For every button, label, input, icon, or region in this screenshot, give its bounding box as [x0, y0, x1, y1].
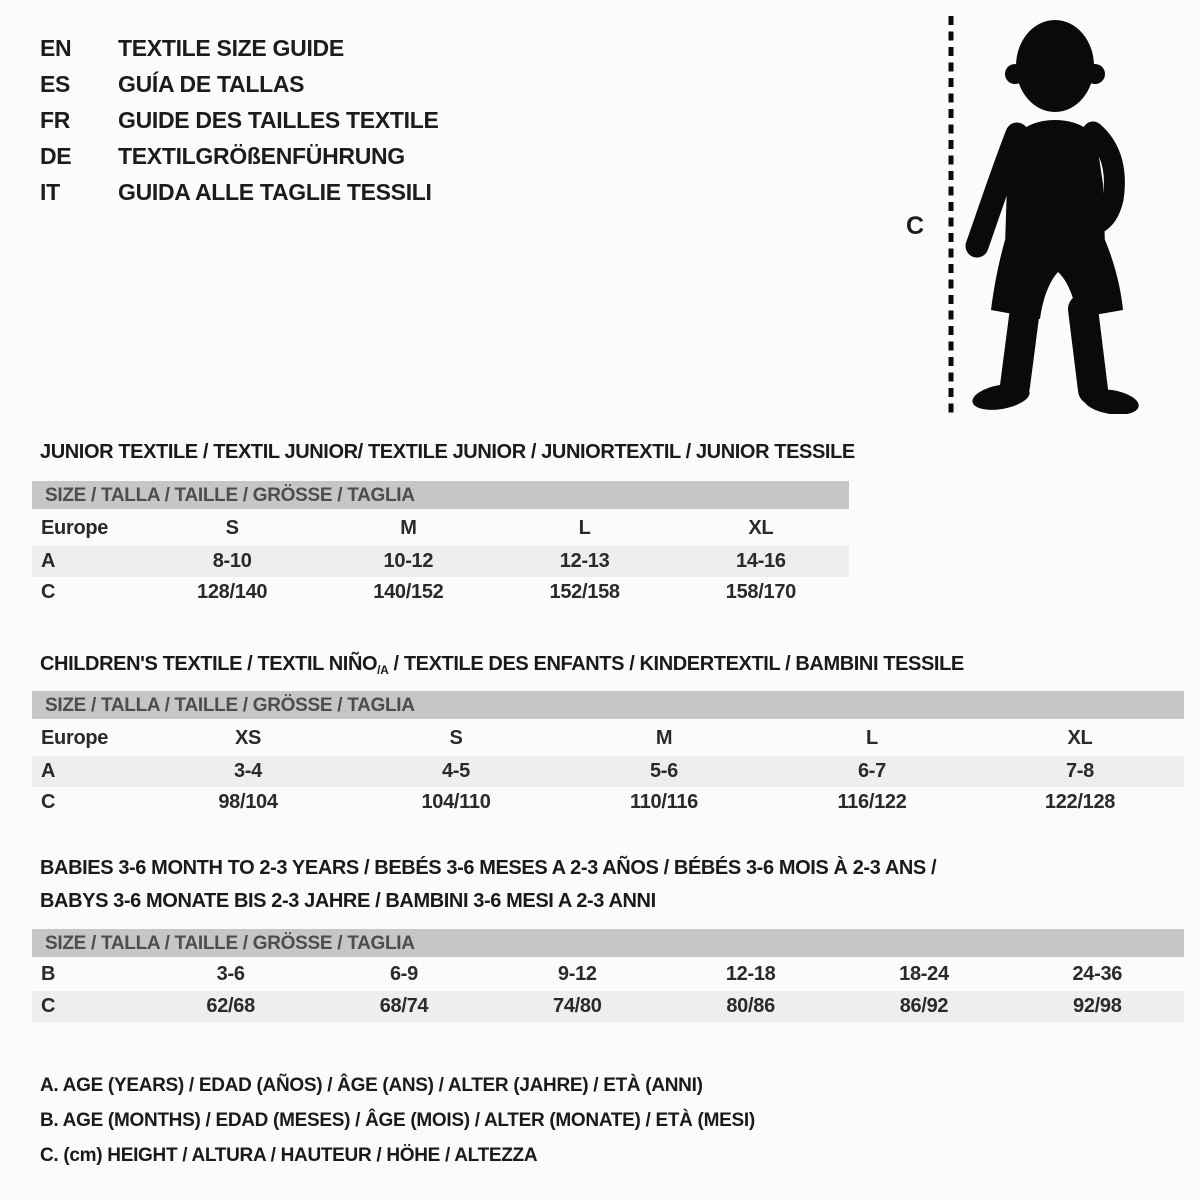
- language-code: ES: [40, 70, 71, 97]
- babies-size-table: [32, 929, 1184, 1022]
- table-row: [32, 756, 1184, 787]
- babies-title-line1: BABIES 3-6 MONTH TO 2-3 YEARS / BEBÉS 3-6 MESES A 2-3 AÑOS / BÉBÉS 3-6 MOIS À 2-3 ANS /: [40, 857, 937, 879]
- row-label: C: [41, 995, 56, 1017]
- babies-section-title: [40, 852, 936, 918]
- age-cell: 24-36: [1072, 963, 1123, 985]
- age-cell: 18-24: [899, 963, 949, 985]
- children-section-title: [40, 648, 964, 687]
- height-cell: 92/98: [1073, 995, 1122, 1017]
- language-row-en: [40, 30, 439, 66]
- age-cell: 10-12: [383, 550, 434, 572]
- height-cell: 68/74: [379, 995, 429, 1017]
- children-title-post: / TEXTILE DES ENFANTS / KINDERTEXTIL / BAMBINI TESSILE: [388, 653, 964, 675]
- size-cell: M: [655, 727, 673, 749]
- junior-size-header-bar: SIZE / TALLA / TAILLE / GRÖSSE / TAGLIA: [32, 481, 849, 509]
- row-label: A: [41, 760, 56, 782]
- legend-line-b: B. AGE (MONTHS) / EDAD (MESES) / ÂGE (MOIS) / ALTER (MONATE) / ETÀ (MESI): [40, 1110, 755, 1131]
- age-cell: 14-16: [736, 550, 786, 572]
- legend-line-a: A. AGE (YEARS) / EDAD (AÑOS) / ÂGE (ANS) / ALTER (JAHRE) / ETÀ (ANNI): [40, 1075, 703, 1096]
- language-label: TEXTILE SIZE GUIDE: [118, 34, 344, 61]
- height-dashed-line-icon: [946, 13, 956, 419]
- row-label: B: [41, 963, 56, 985]
- babies-size-header-bar: SIZE / TALLA / TAILLE / GRÖSSE / TAGLIA: [32, 929, 1184, 957]
- height-cell: 128/140: [197, 581, 268, 603]
- age-cell: 6-7: [857, 760, 886, 782]
- children-title-subscript: /A: [377, 663, 389, 677]
- row-label: Europe: [41, 517, 109, 539]
- table-row: [32, 957, 1184, 991]
- age-cell: 6-9: [389, 963, 418, 985]
- age-cell: 3-4: [233, 760, 262, 782]
- size-cell: S: [449, 727, 463, 749]
- height-cell: 74/80: [553, 995, 602, 1017]
- table-row: [32, 991, 1184, 1022]
- height-cell: 122/128: [1044, 791, 1116, 813]
- language-label: GUIDE DES TAILLES TEXTILE: [118, 106, 439, 133]
- children-size-header-bar: SIZE / TALLA / TAILLE / GRÖSSE / TAGLIA: [32, 691, 1184, 719]
- toddler-silhouette-icon: [965, 14, 1145, 414]
- height-cell: 104/110: [421, 791, 491, 813]
- height-cell: 86/92: [899, 995, 949, 1017]
- language-code: DE: [40, 142, 72, 169]
- row-label: C: [41, 581, 56, 603]
- table-row: [32, 787, 1184, 818]
- language-code: FR: [40, 106, 71, 133]
- age-cell: 3-6: [216, 963, 245, 985]
- height-cell: 116/122: [837, 791, 907, 813]
- measurement-legend: [40, 1068, 755, 1173]
- children-title-pre: CHILDREN'S TEXTILE / TEXTIL NIÑO: [40, 653, 378, 675]
- language-row-de: [40, 138, 439, 174]
- language-label: GUIDA ALLE TAGLIE TESSILI: [118, 178, 432, 205]
- children-size-table: [32, 691, 1184, 818]
- language-code: EN: [40, 34, 72, 61]
- age-cell: 7-8: [1065, 760, 1094, 782]
- height-marker-label: C: [906, 212, 925, 240]
- row-label: Europe: [41, 727, 109, 749]
- language-row-it: [40, 174, 439, 210]
- language-label: TEXTILGRÖßENFÜHRUNG: [118, 142, 405, 169]
- size-cell: XS: [234, 727, 262, 749]
- legend-line-c: C. (cm) HEIGHT / ALTURA / HAUTEUR / HÖHE / ALTEZZA: [40, 1145, 538, 1166]
- size-cell: XL: [1067, 727, 1093, 749]
- table-row: [32, 577, 849, 608]
- size-cell: S: [225, 517, 239, 539]
- language-title-list: [40, 30, 439, 210]
- height-cell: 98/104: [218, 791, 278, 813]
- height-cell: 140/152: [373, 581, 444, 603]
- language-row-fr: [40, 102, 439, 138]
- language-code: IT: [40, 178, 60, 205]
- height-cell: 110/116: [630, 791, 698, 813]
- size-cell: XL: [748, 517, 774, 539]
- row-label: C: [41, 791, 56, 813]
- height-cell: 62/68: [206, 995, 255, 1017]
- age-cell: 12-18: [725, 963, 776, 985]
- age-cell: 4-5: [441, 760, 470, 782]
- size-cell: M: [400, 517, 417, 539]
- age-cell: 9-12: [557, 963, 597, 985]
- table-row: [32, 719, 1184, 756]
- age-cell: 5-6: [649, 760, 678, 782]
- height-cell: 158/170: [725, 581, 796, 603]
- table-row: [32, 509, 849, 546]
- size-cell: L: [866, 727, 878, 749]
- junior-size-table: [32, 481, 849, 608]
- age-cell: 8-10: [212, 550, 252, 572]
- size-cell: L: [578, 517, 591, 539]
- age-cell: 12-13: [559, 550, 610, 572]
- height-cell: 152/158: [549, 581, 620, 603]
- language-label: GUÍA DE TALLAS: [118, 70, 305, 97]
- junior-section-title: JUNIOR TEXTILE / TEXTIL JUNIOR/ TEXTILE JUNIOR / JUNIORTEXTIL / JUNIOR TESSILE: [40, 441, 855, 463]
- height-cell: 80/86: [726, 995, 775, 1017]
- row-label: A: [41, 550, 56, 572]
- language-row-es: [40, 66, 439, 102]
- table-row: [32, 546, 849, 577]
- babies-title-line2: BABYS 3-6 MONATE BIS 2-3 JAHRE / BAMBINI 3-6 MESI A 2-3 ANNI: [40, 890, 656, 912]
